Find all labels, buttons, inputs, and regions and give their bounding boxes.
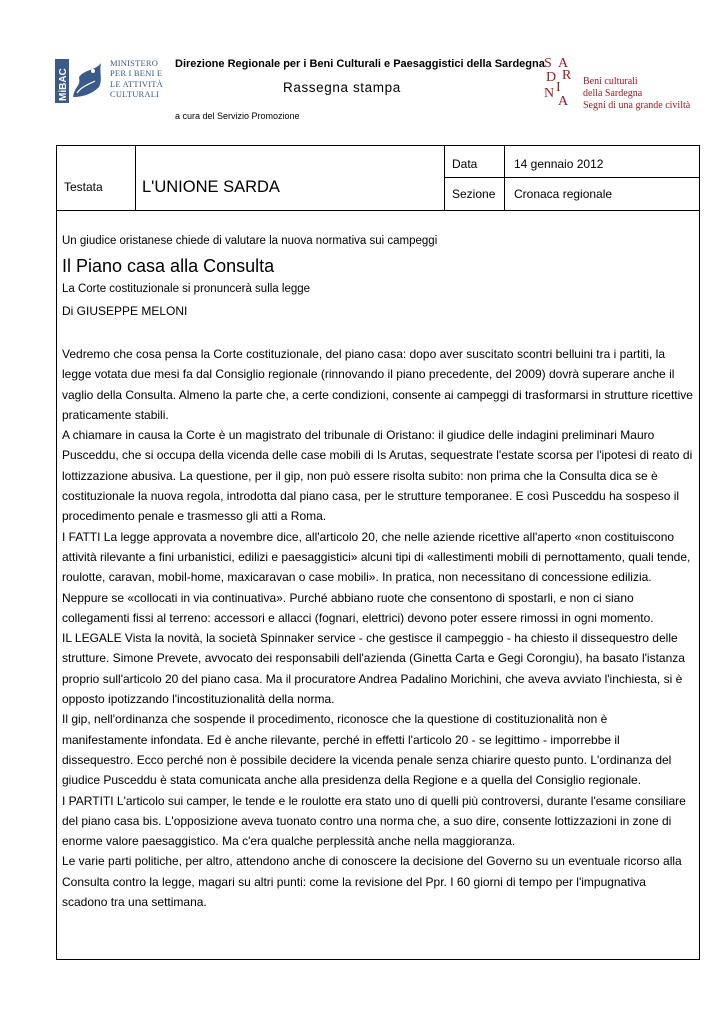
mibac-logo (55, 57, 105, 105)
sardegna-letter: S (544, 56, 552, 71)
article-body (62, 344, 694, 912)
sardegna-letter: A (558, 56, 569, 71)
sardegna-letter: R (562, 68, 572, 83)
sardegna-line: Beni culturali (583, 76, 638, 87)
sezione-value: Cronaca regionale (514, 187, 613, 201)
article-paragraph: A chiamare in causa la Corte è un magistrato del tribunale di Oristano: il giudice delle indagini preliminari Mauro Pusceddu, che si occupa della vicenda delle case mobili di Is Arutas, sequestrate l'estate scorsa per l'ipotesi di reato di lottizzazione abusiva. La questione, per il gip, non può essere risolta subito: non prima che la Consulta dica se è costituzionale la nuova regola, introdotta dal piano casa, per le strutture temporanee. E così Pusceddu ha sospeso il procedimento penale e trasmesso gli atti a Roma. (62, 428, 693, 524)
header-cura: a cura del Servizio Promozione (175, 111, 300, 121)
data-label: Data (452, 157, 478, 171)
article-paragraph: I PARTITI L'articolo sui camper, le tende e le roulotte era stato uno di quelli più controversi, durante l'esame consiliare del piano casa bis. L'opposizione aveva tuonato contro una norma che, a suo dire, consente lottizzazioni in zone di enorme valore paesaggistico. Ma c'era qualche perplessità anche nella maggioranza. (62, 793, 686, 849)
mibac-logo-text: MiBAC (58, 68, 69, 101)
header-title: Direzione Regionale per i Beni Culturali e Paesaggistici della Sardegna (175, 58, 545, 70)
ministry-line: LE ATTIVITÀ (110, 78, 163, 89)
sardegna-line: della Sardegna (583, 88, 643, 99)
ministry-line: CULTURALI (110, 89, 160, 100)
sardegna-tagline: Segni di una grande civiltà (583, 100, 691, 111)
article-paragraph: Le varie parti politiche, per altro, attendono anche di conoscere la decisione del Governo su un eventuale ricorso alla Consulta contro la legge, magari su altri punti: come la revisione del Ppr. I 60 giorni di tempo per l'impugnativa scadono tra una settimana. (62, 854, 682, 910)
sardegna-letter: I (556, 80, 561, 95)
data-value: 14 gennaio 2012 (514, 157, 604, 171)
testata-label: Testata (64, 180, 103, 194)
info-table (56, 145, 700, 211)
ministry-name (110, 58, 163, 100)
sardegna-letter: N (544, 86, 555, 101)
header-subtitle: Rassegna stampa (283, 80, 401, 95)
sardegna-letter: A (558, 94, 569, 107)
article-paragraph: Vedremo che cosa pensa la Corte costituzionale, del piano casa: dopo aver suscitato scontri belluini tra i partiti, la legge votata due mesi fa dal Consiglio regionale (rinnovando il piano precedente, del 2009) dovrà superare anche il vaglio della Consulta. Almeno la parte che, a certe condizioni, consente ai campeggi di trasformarsi in strutture ricettive praticamente stabili. (62, 347, 693, 422)
sardegna-letter: D (546, 70, 557, 85)
ministry-line: MINISTERO (110, 58, 159, 68)
article-kicker: Un giudice oristanese chiede di valutare la nuova normativa sui campeggi (62, 235, 438, 247)
article-subtitle: La Corte costituzionale si pronuncerà sulla legge (62, 283, 311, 295)
ministry-line: PER I BENI E (110, 68, 163, 79)
article-paragraph: Il gip, nell'ordinanza che sospende il procedimento, riconosce che la questione di costituzionalità non è manifestamente infondata. Ed è anche rilevante, perché in effetti l'articolo 20 - se legittimo - imporrebbe il dissequestro. Ecco perché non è possibile decidere la vicenda penale senza chiarire questo punto. L'ordinanza del giudice Pusceddu è stata comunicata anche alla presidenza della Regione e a quella del Consiglio regionale. (62, 712, 672, 788)
article-paragraph: IL LEGALE Vista la novità, la società Spinnaker service - che gestisce il campeggio - ha chiesto il dissequestro delle strutture. Simone Prevete, avvocato dei responsabili dell'azienda (Ginetta Carta e Gegi Corongiu), ha basato l'istanza proprio sull'articolo 20 del piano casa. Ma il procuratore Andrea Padalino Morichini, che aveva avviato l'inchiesta, si è opposto ipotizzando l'incostituzionalità della norma. (62, 631, 685, 707)
article-byline: Di GIUSEPPE MELONI (62, 304, 188, 318)
article-headline: Il Piano casa alla Consulta (62, 256, 275, 276)
article-paragraph: I FATTI La legge approvata a novembre dice, all'articolo 20, che nelle aziende ricettive all'aperto «non costituiscono attività rilevante a fini urbanistici, edilizi e paesaggistici» alcuni tipi di «allestimenti mobili di pernottamento, quali tende, roulotte, caravan, mobil-home, maxicaravan o case mobili». In pratica, non necessitano di concessione edilizia. Neppure se «collocati in via continuativa». Purché abbiano ruote che consentono di spostarli, e non ci siano collegamenti fissi al terreno: accessori e allacci (fognari, elettrici) devono poter essere rimossi in ogni momento. (62, 529, 691, 625)
sezione-label: Sezione (452, 187, 496, 201)
sardegna-logo (540, 53, 572, 107)
testata-value: L'UNIONE SARDA (142, 178, 280, 196)
sardegna-text (583, 76, 690, 112)
